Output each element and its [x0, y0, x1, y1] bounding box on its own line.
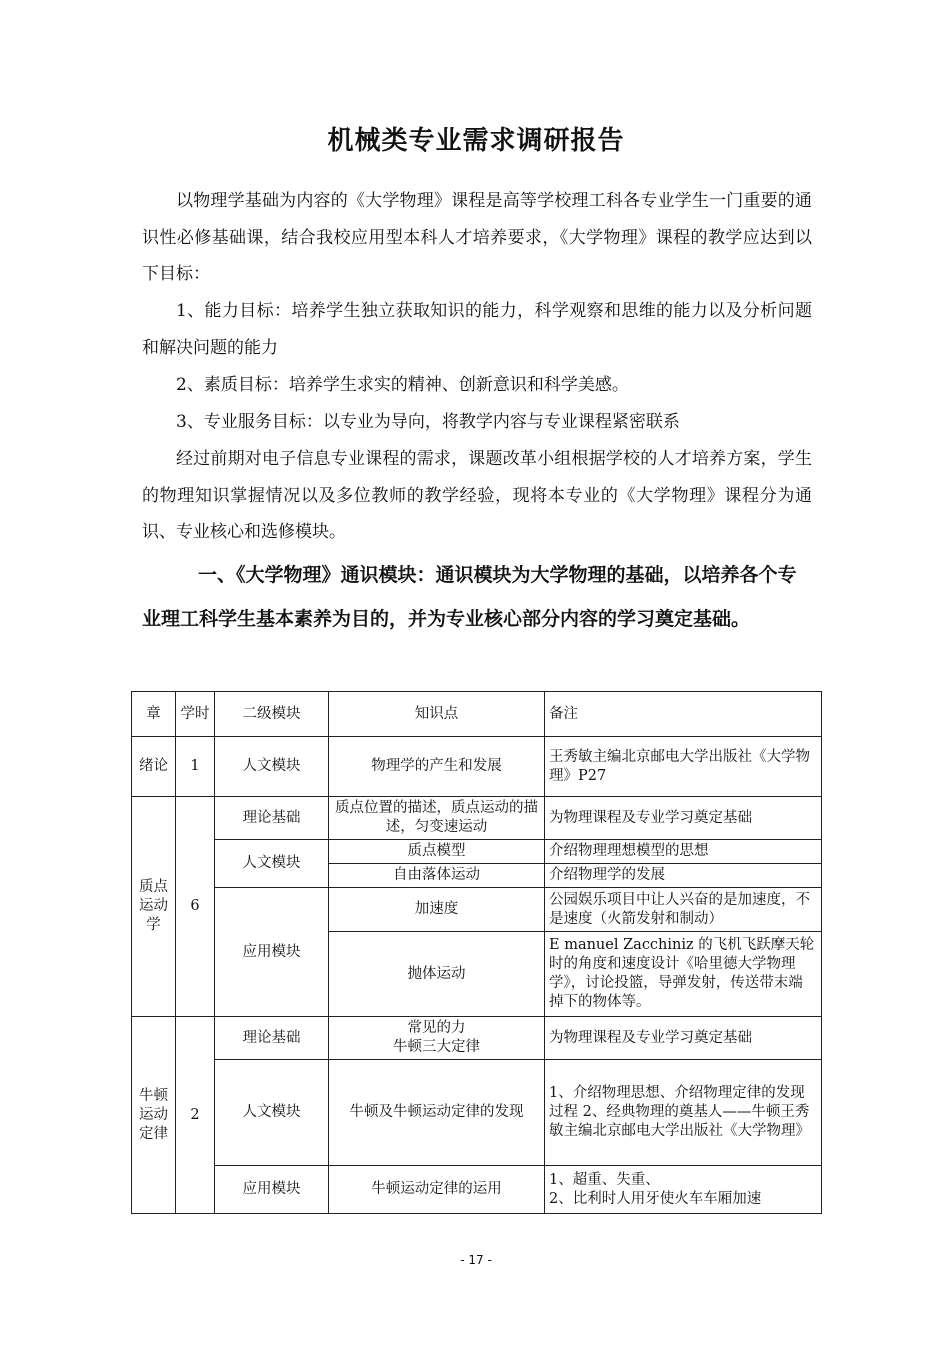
- notes-cell: 1、介绍物理思想、介绍物理定律的发现过程 2、经典物理的奠基人——牛顿王秀敏主编北京邮电大学出版社《大学物理》: [545, 1060, 822, 1166]
- notes-cell: 介绍物理理想模型的思想: [545, 840, 822, 864]
- chapter-kinematics: 质点运动学: [132, 797, 176, 1017]
- module-cell: 人文模块: [215, 737, 329, 797]
- hours-kinematics: 6: [176, 797, 215, 1017]
- knowledge-cell: 自由落体运动: [329, 864, 545, 888]
- goal-ability: 1、能力目标：培养学生独立获取知识的能力，科学观察和思维的能力以及分析问题和解决问题的能力: [142, 301, 812, 358]
- knowledge-cell: 牛顿运动定律的运用: [329, 1166, 545, 1214]
- notes-cell: 王秀敏主编北京邮电大学出版社《大学物理》P27: [545, 737, 822, 797]
- notes-line: 1、超重、失重、: [549, 1171, 660, 1188]
- hours-intro: 1: [176, 737, 215, 797]
- header-module: 二级模块: [215, 692, 329, 737]
- header-notes: 备注: [545, 692, 822, 737]
- header-knowledge: 知识点: [329, 692, 545, 737]
- module-cell: 应用模块: [215, 1166, 329, 1214]
- knowledge-cell: 加速度: [329, 888, 545, 932]
- header-chapter: 章: [132, 692, 176, 737]
- goal-quality: 2、素质目标：培养学生求实的精神、创新意识和科学美感。: [176, 375, 629, 395]
- knowledge-line: 常见的力: [407, 1020, 466, 1036]
- report-title: 机械类专业需求调研报告: [327, 126, 625, 156]
- curriculum-table: [131, 691, 822, 1214]
- module-cell: 应用模块: [215, 888, 329, 1017]
- knowledge-cell: 抛体运动: [329, 932, 545, 1017]
- chapter-newton: 牛顿运动定律: [132, 1017, 176, 1214]
- module-division-paragraph: 经过前期对电子信息专业课程的需求，课题改革小组根据学校的人才培养方案，学生的物理知识掌握情况以及多位教师的教学经验，现将本专业的《大学物理》课程分为通识、专业核心和选修模块。: [142, 449, 812, 542]
- header-hours: 学时: [176, 692, 215, 737]
- module-cell: 理论基础: [215, 1017, 329, 1060]
- knowledge-cell: 牛顿及牛顿运动定律的发现: [329, 1060, 545, 1166]
- table-row: [132, 888, 822, 932]
- table-row: [132, 1166, 822, 1214]
- knowledge-cell: 物理学的产生和发展: [329, 737, 545, 797]
- chapter-intro: 绪论: [132, 737, 176, 797]
- notes-cell: 为物理课程及专业学习奠定基础: [545, 797, 822, 840]
- knowledge-cell: [329, 1017, 545, 1060]
- table-row: [132, 1060, 822, 1166]
- goal-professional: 3、专业服务目标：以专业为导向，将教学内容与专业课程紧密联系: [176, 412, 680, 432]
- notes-cell: 公园娱乐项目中让人兴奋的是加速度，不是速度（火箭发射和制动）: [545, 888, 822, 932]
- page-number: - 17 -: [460, 1253, 492, 1267]
- notes-cell: [545, 1166, 822, 1214]
- table-row: [132, 1017, 822, 1060]
- module-cell: 理论基础: [215, 797, 329, 840]
- table-row: [132, 797, 822, 840]
- notes-cell: 介绍物理学的发展: [545, 864, 822, 888]
- knowledge-line: 牛顿三大定律: [393, 1039, 480, 1055]
- table-header-row: [132, 692, 822, 737]
- table-row: [132, 737, 822, 797]
- notes-line: 2、比利时人用牙使火车车厢加速: [549, 1190, 762, 1207]
- knowledge-cell: 质点模型: [329, 840, 545, 864]
- module-cell: 人文模块: [215, 1060, 329, 1166]
- notes-cell: 为物理课程及专业学习奠定基础: [545, 1017, 822, 1060]
- intro-paragraph: 以物理学基础为内容的《大学物理》课程是高等学校理工科各专业学生一门重要的通识性必修基础课，结合我校应用型本科人才培养要求，《大学物理》课程的教学应达到以下目标：: [142, 191, 812, 284]
- module-cell: 人文模块: [215, 840, 329, 888]
- knowledge-cell: 质点位置的描述，质点运动的描述，匀变速运动: [329, 797, 545, 840]
- hours-newton: 2: [176, 1017, 215, 1214]
- notes-cell: E manuel Zacchiniz 的飞机飞跃摩天轮时的角度和速度设计《哈里德大学物理学》，讨论投篮，导弹发射，传送带末端掉下的物体等。: [545, 932, 822, 1017]
- section-heading: 一、《大学物理》通识模块：通识模块为大学物理的基础，以培养各个专业理工科学生基本素养为目的，并为专业核心部分内容的学习奠定基础。: [142, 564, 797, 630]
- table-row: [132, 840, 822, 864]
